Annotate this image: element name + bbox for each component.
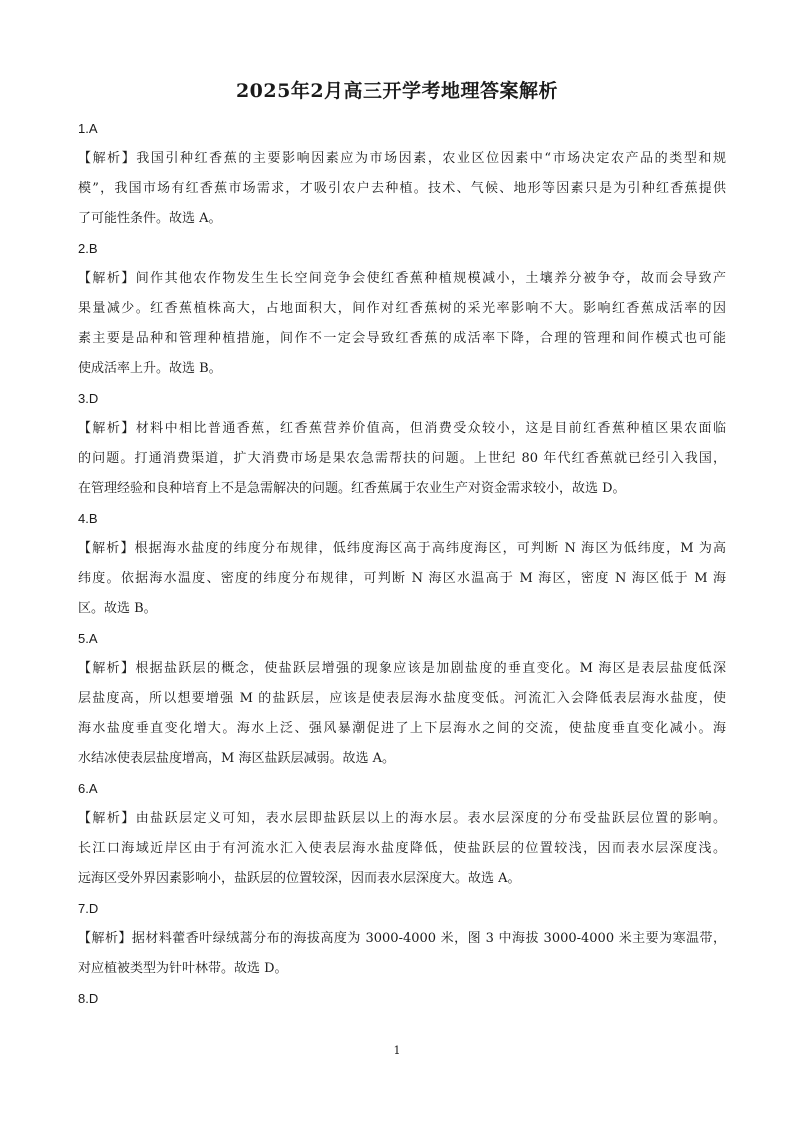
question-block bbox=[78, 504, 726, 624]
explanation-line: 的问题。打通消费渠道，扩大消费市场是果农急需帮扶的问题。上世纪 80 年代红香蕉就已经引入我国， bbox=[78, 451, 726, 466]
question-number: 7.D bbox=[78, 901, 99, 916]
question-number: 1.A bbox=[78, 121, 98, 136]
explanation-line: 【解析】材料中相比普通香蕉，红香蕉营养价值高，但消费受众较小，这是目前红香蕉种植区果农面临 bbox=[78, 421, 726, 436]
question-number: 2.B bbox=[78, 241, 98, 256]
explanation bbox=[78, 264, 726, 384]
explanation-line: 素主要是品种和管理种植措施，间作不一定会导致红香蕉的成活率下降，合理的管理和间作模式也可能 bbox=[78, 331, 726, 346]
explanation-line: 对应植被类型为针叶林带。故选 D。 bbox=[78, 961, 288, 976]
question-number: 8.D bbox=[78, 991, 99, 1006]
explanation-line: 区。故选 B。 bbox=[78, 601, 157, 616]
explanation bbox=[78, 804, 726, 894]
explanation bbox=[78, 534, 726, 624]
explanation bbox=[78, 144, 726, 234]
explanation bbox=[78, 924, 726, 984]
explanation-line: 层盐度高，所以想要增强 M 的盐跃层，应该是使表层海水盐度变低。河流汇入会降低表层海水盐度，使 bbox=[78, 691, 726, 706]
question-block bbox=[78, 624, 726, 774]
explanation-line: 【解析】据材料藿香叶绿绒蒿分布的海拔高度为 3000-4000 米，图 3 中海拔 3000-4000 米主要为寒温带， bbox=[78, 931, 726, 946]
question-number: 6.A bbox=[78, 781, 98, 796]
question-block bbox=[78, 984, 726, 1014]
explanation-line: 在管理经验和良种培育上不是急需解决的问题。红香蕉属于农业生产对资金需求较小，故选 D。 bbox=[78, 481, 626, 496]
explanation-line: 长江口海域近岸区由于有河流水汇入使表层海水盐度降低，使盐跃层的位置较浅，因而表水层深度浅。 bbox=[78, 841, 726, 856]
explanation-line: 远海区受外界因素影响小，盐跃层的位置较深，因而表水层深度大。故选 A。 bbox=[78, 871, 521, 886]
explanation-line: 海水盐度垂直变化增大。海水上泛、强风暴潮促进了上下层海水之间的交流，使盐度垂直变化减小。海 bbox=[78, 721, 726, 736]
explanation bbox=[78, 654, 726, 774]
explanation-line: 果量减少。红香蕉植株高大，占地面积大，间作对红香蕉树的采光率影响不大。影响红香蕉成活率的因 bbox=[78, 301, 726, 316]
question-number: 4.B bbox=[78, 511, 98, 526]
explanation-line: 【解析】根据盐跃层的概念，使盐跃层增强的现象应该是加剧盐度的垂直变化。M 海区是表层盐度低深 bbox=[78, 661, 726, 676]
answer-list bbox=[78, 114, 726, 1014]
page-title: 2025年2月高三开学考地理答案解析 bbox=[235, 80, 559, 102]
question-block bbox=[78, 774, 726, 894]
explanation-line: 【解析】我国引种红香蕉的主要影响因素应为市场因素，农业区位因素中“市场决定农产品的类型和规 bbox=[78, 151, 726, 166]
page-number: 1 bbox=[393, 1044, 401, 1057]
question-number: 3.D bbox=[78, 391, 99, 406]
question-block bbox=[78, 114, 726, 234]
question-number: 5.A bbox=[78, 631, 98, 646]
question-block bbox=[78, 894, 726, 984]
explanation-line: 水结冰使表层盐度增高，M 海区盐跃层减弱。故选 A。 bbox=[78, 751, 395, 766]
explanation-line: 【解析】根据海水盐度的纬度分布规律，低纬度海区高于高纬度海区，可判断 N 海区为低纬度，M 为高 bbox=[78, 541, 726, 556]
explanation-line: 使成活率上升。故选 B。 bbox=[78, 361, 222, 376]
explanation-line: 模”，我国市场有红香蕉市场需求，才吸引农户去种植。技术、气候、地形等因素只是为引种红香蕉提供 bbox=[78, 181, 726, 196]
question-block bbox=[78, 384, 726, 504]
explanation-line: 纬度。依据海水温度、密度的纬度分布规律，可判断 N 海区水温高于 M 海区，密度 N 海区低于 M 海 bbox=[78, 571, 726, 586]
explanation-line: 【解析】由盐跃层定义可知，表水层即盐跃层以上的海水层。表水层深度的分布受盐跃层位置的影响。 bbox=[78, 811, 726, 826]
explanation-line: 【解析】间作其他农作物发生生长空间竞争会使红香蕉种植规模减小，土壤养分被争夺，故而会导致产 bbox=[78, 271, 726, 286]
explanation-line: 了可能性条件。故选 A。 bbox=[78, 211, 222, 226]
question-block bbox=[78, 234, 726, 384]
explanation bbox=[78, 414, 726, 504]
